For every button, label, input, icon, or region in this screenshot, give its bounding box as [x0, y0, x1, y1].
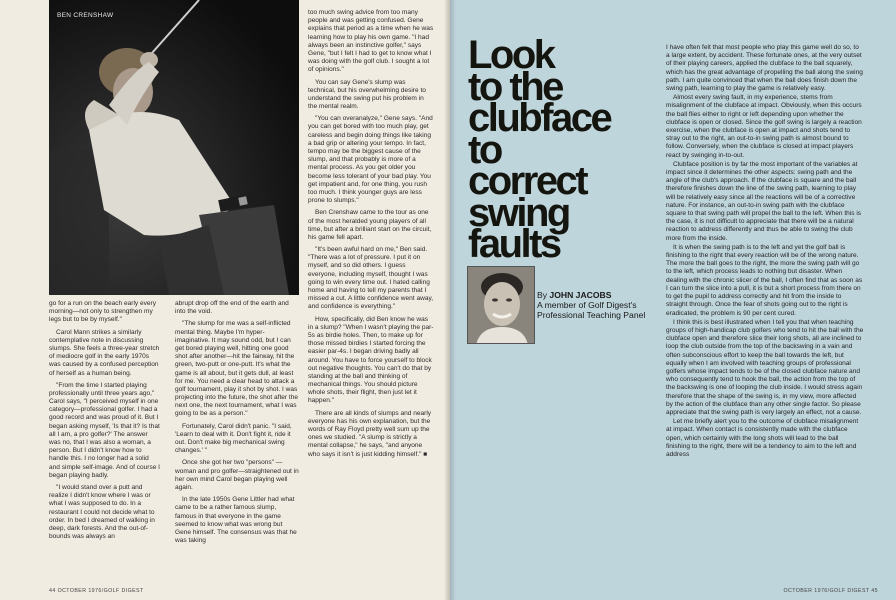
headline-line: Look [468, 33, 554, 77]
paragraph: It is when the swing path is to the left and yet the golf ball is finishing to the right that every reaction will be of the wrong nature. The more the ball goes to the right, the more the swing path will go to the left, which process leads to nothing but disaster. When dealing with the chronic slicer of the ball, I often find that as soon as I can turn the slice into a pull, it is but a short process from there on to get the pupil to address correctly and hit from the inside to straight through. Once the fear of shots going out to the right is eradicated, the problem is 90 per cent cured. [666, 243, 863, 317]
golfer-swing-illustration [49, 0, 299, 295]
page-gutter [444, 0, 456, 600]
ben-crenshaw-photo [49, 0, 299, 295]
right-page [450, 0, 896, 600]
paragraph: Let me briefly alert you to the outcome of clubface misalignment at impact. When contact is consistently made with the clubface open, which certainly with the long shots will lead to the ball finishing to the right, there will be a tendency to aim to the left and address [666, 418, 859, 458]
byline-prefix: By [537, 290, 548, 300]
headline-line: to [468, 127, 501, 172]
paragraph: There are all kinds of slumps and nearly everyone has his own explanation, but the words of Ray Floyd pretty well sum up the ones we studied. "A slump is strictly a mental collapse," he says, "and anyone who says it isn't is just kidding himself." ■ [308, 409, 432, 458]
paragraph: too much swing advice from too many people and was getting confused. Gene explains that period as a time when he was learning how to play his own game. "I had always been an instinctive golfer," says Gene, "but I felt I had to get to know what I was doing with the golf club. I sought a lot of opinions." [308, 9, 434, 74]
article-headline [468, 33, 668, 266]
headline-line: to the [468, 64, 562, 109]
paragraph: Ben Crenshaw came to the tour as one of the most heralded young players of all time, but after a brilliant start on the circuit, his game fell apart. [308, 209, 432, 241]
author-description: A member of Golf Digest's Professional Teaching Panel [537, 300, 646, 320]
headline-line: clubface [468, 96, 611, 140]
paragraph: In the late 1950s Gene Littler had what came to be a rather famous slump, famous in that everyone in the game seemed to know what was wrong but Gene himself. The consensus was that he was taking [175, 496, 297, 545]
paragraph: How, specifically, did Ben know he was in a slump? "When I wasn't playing the par-5s as birdie holes. Then, to make up for those missed birdies I started forcing the easier par-4s. I began driving badly all around. You have to force yourself to block out negative thoughts. You can't do that by standing at the ball and thinking of mechanical things. You should picture whole shots, their flight, then just let it happen." [308, 315, 434, 405]
byline [537, 290, 667, 300]
paragraph: "I would stand over a putt and realize I didn't know where I was or what I was supposed to do. In a restaurant I could not decide what to order. In bed I dreamed of walking in deep, dark forests. And the out-of-bounds was always an [49, 483, 155, 541]
byline-block [537, 290, 667, 320]
photo-caption: BEN CRENSHAW [57, 12, 114, 19]
left-column-1 [49, 300, 161, 582]
right-column [666, 44, 864, 592]
paragraph: "The slump for me was a self-inflicted mental thing. Maybe I'm hyper-imaginative. It may sound odd, but I can get bored playing well, hitting one good shot after another—hit the fairway, hit the green, two-putt or one-putt. It's what the game is all about, but it gets dull, at least for me. You need a clear head to attack a golf tournament, play it shot by shot. I was projecting into the future, the shot after the next one, the next tournament, what I was going to be as a person." [175, 320, 299, 418]
paragraph: Once she got her two "persons" —woman and pro golfer—straightened out in her own mind Carol began playing well again. [175, 459, 299, 491]
paragraph: Almost every swing fault, in my experience, stems from misalignment of the clubface at impact. Obviously, when this occurs the ball flies either to right or left depending upon whether the clubface is open or closed. Since the golf swing is largely a reaction exercise, when the clubface is open at impact and shots tend to stray out to the right, an out-to-in swing path is almost bound to follow. Conversely, when the clubface is closed at impact players react by swinging in-to-out. [666, 94, 862, 159]
paragraph: "You can overanalyze," Gene says. "And you can get bored with too much play, get careless and begin doing things like taking a bad grip or altering your tempo. In fact, tempo may be the biggest cause of the slump, and that probably is more of a mental process. As you get older you become less tolerant of your bad play. You get impatient and, for one thing, you rush too much. I think younger guys are less prone to slumps." [308, 115, 433, 205]
headline-line: correct [468, 159, 587, 203]
paragraph: I think this is best illustrated when I tell you that when teaching groups of high-handicap club golfers who tend to hit the ball with the clubface open and therefore slice their long shots, all are inclined to loop the club outside from the top of the backswing in a vain and often subconscious effort to keep the ball towards the left, but equally when I am involved with teaching groups of professional golfers whose impact tends to be of the closed clubface nature and who consequently tend to hook the ball, the action from the top of the backswing is one of looping the club inside. I would stress again therefore that the shape of the swing is, in my view, more affected by the action of the clubface than any other single factor. So please appreciate that the swing path is very largely an effect, not a cause. [666, 318, 864, 416]
author-name: JOHN JACOBS [549, 290, 612, 300]
paragraph: Clubface position is by far the most important of the variables at impact since it determines the other aspects: swing path and the angle of the club's approach. If the clubface is square and the ball therefore finishes down the line of the swing path, learning to play will be relatively easy since all the reactions will be of a corrective nature. For instance, an out-to-in swing path with the clubface square to that swing path will propel the ball to the left. When this is the case, it is not difficult to appreciate that there will be a natural reaction to address differently and thus be able to swing the club more from the inside. [666, 160, 862, 242]
page-folio-left: 44 OCTOBER 1976/GOLF DIGEST [49, 588, 144, 594]
paragraph: abrupt drop off the end of the earth and into the void. [175, 300, 289, 316]
john-jacobs-portrait [467, 266, 535, 344]
page-folio-right: OCTOBER 1976/GOLF DIGEST 45 [783, 588, 878, 594]
paragraph: You can say Gene's slump was technical, but his overwhelming desire to understand the swing put his problem in the mental realm. [308, 78, 426, 111]
paragraph: go for a run on the beach early every morning—not only to strengthen my legs but to be by myself." [49, 300, 156, 324]
paragraph: I have often felt that most people who play this game well do so, to a large extent, by accident. These fortunate ones, at the very outset of their playing careers, applied the clubface to the ball squarely, which has the great advantage of propelling the ball along the swing path. I am quite convinced that when the ball does finish down the swing path, learning to play the game is relatively easy. [666, 44, 863, 93]
paragraph: "It's been awful hard on me," Ben said. "There was a lot of pressure. I put it on myself, and so did others. I guess everyone, including myself, thought I was going to win every time out. I hated calling home and having to tell my parents that I missed a cut. A little confidence went away, and confidence is everything." [308, 246, 434, 311]
paragraph: "From the time I started playing professionally until three years ago," Carol says, "I perceived myself in one category—professional golfer. I had a good record and was proud of it. But I began asking myself, 'Is that it? Is that all I am, a pro golfer?' The answer was no, that I was also a woman, a person. But I didn't know how to handle this. I no longer had a solid and simple self-image. And of course I began playing badly. [49, 381, 160, 479]
headline-line: swing [468, 190, 569, 235]
author-portrait-illustration [468, 267, 535, 344]
paragraph: Fortunately, Carol didn't panic. "I said, 'Learn to deal with it. Don't fight it, ride it out. Don't make big mechanical swing changes.' " [175, 422, 292, 455]
left-column-3 [308, 9, 434, 587]
headline-line: faults [468, 222, 560, 266]
left-column-2 [175, 300, 299, 582]
paragraph: Carol Mann strikes a similarly contemplative note in discussing slumps. She feels a three-year stretch of mediocre golf in the early 1970s was caused by a confused perception of herself as a human being. [49, 328, 160, 377]
